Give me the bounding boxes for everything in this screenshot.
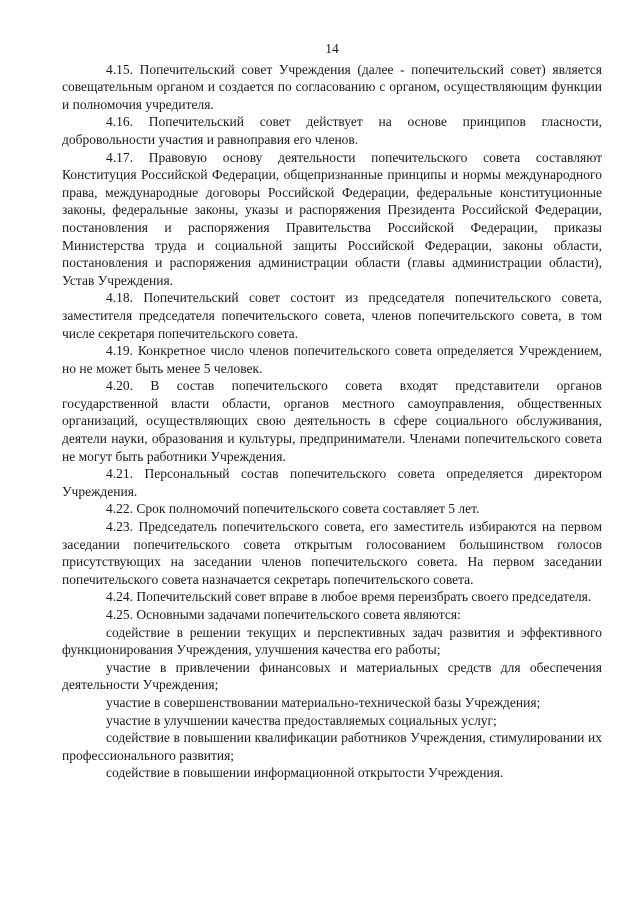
document-page (62, 40, 602, 782)
paragraph-4-18: 4.18. Попечительский совет состоит из председателя попечительского совета, заместителя председателя попечительского совета, членов попечительского совета, в том числе секретаря попечительского совета. (62, 290, 602, 341)
task-list-item: участие в совершенствовании материально-технической базы Учреждения; (106, 694, 541, 710)
paragraph-4-23: 4.23. Председатель попечительского совета, его заместитель избираются на первом заседании попечительского совета открытым голосованием большинством голосов присутствующих на заседании членов попечительского совета. На первом заседании попечительского совета назначается секретарь попечительского совета. (62, 519, 602, 587)
task-list-item: содействие в повышении информационной открытости Учреждения. (106, 765, 504, 781)
paragraph-4-17: 4.17. Правовую основу деятельности попечительского совета составляют Конституция Российской Федерации, общепризнанные принципы и нормы международного права, международные договоры Российской Федерации, федеральные конституционные законы, федеральные законы, указы и распоряжения Президента Российской Федерации, постановления и распоряжения Правительства Российской Федерации, приказы Министерства труда и социальной защиты Российской Федерации, законы области, постановления и распоряжения администрации области (главы администрации области), Устав Учреждения. (62, 149, 602, 288)
task-list-item: содействие в решении текущих и перспективных задач развития и эффективного функционирования Учреждения, улучшения качества его работы; (62, 624, 602, 658)
paragraph-4-19: 4.19. Конкретное число членов попечительского совета определяется Учреждением, но не может быть менее 5 человек. (62, 343, 602, 376)
paragraph-4-16: 4.16. Попечительский совет действует на основе принципов гласности, добровольности участия и равноправия его членов. (62, 114, 602, 147)
task-list-item: содействие в повышении квалификации работников Учреждения, стимулировании их профессионального развития; (62, 730, 602, 763)
paragraph-4-25: 4.25. Основными задачами попечительского совета являются: (106, 607, 461, 622)
paragraph-4-22: 4.22. Срок полномочий попечительского совета составляет 5 лет. (106, 501, 480, 517)
paragraph-4-20: 4.20. В состав попечительского совета входят представители органов государственной власти области, органов местного самоуправления, общественных организаций, осуществляющих свою деятельность в сфере социального обслуживания, деятели науки, образования и культуры, предприниматели. Членами попечительского совета не могут быть работники Учреждения. (62, 378, 602, 464)
paragraph-4-21: 4.21. Персональный состав попечительского совета определяется директором Учреждения. (62, 466, 602, 499)
page-number: 14 (325, 41, 339, 56)
paragraph-4-15: 4.15. Попечительский совет Учреждения (далее - попечительский совет) является совещательным органом и создается по согласованию с органом, осуществляющим функции и полномочия учредителя. (62, 61, 602, 112)
task-list-item: участие в привлечении финансовых и материальных средств для обеспечения деятельности Учреждения; (62, 659, 602, 693)
paragraph-4-24: 4.24. Попечительский совет вправе в любое время переизбрать своего председателя. (106, 589, 592, 605)
task-list-item: участие в улучшении качества предоставляемых социальных услуг; (106, 712, 497, 728)
